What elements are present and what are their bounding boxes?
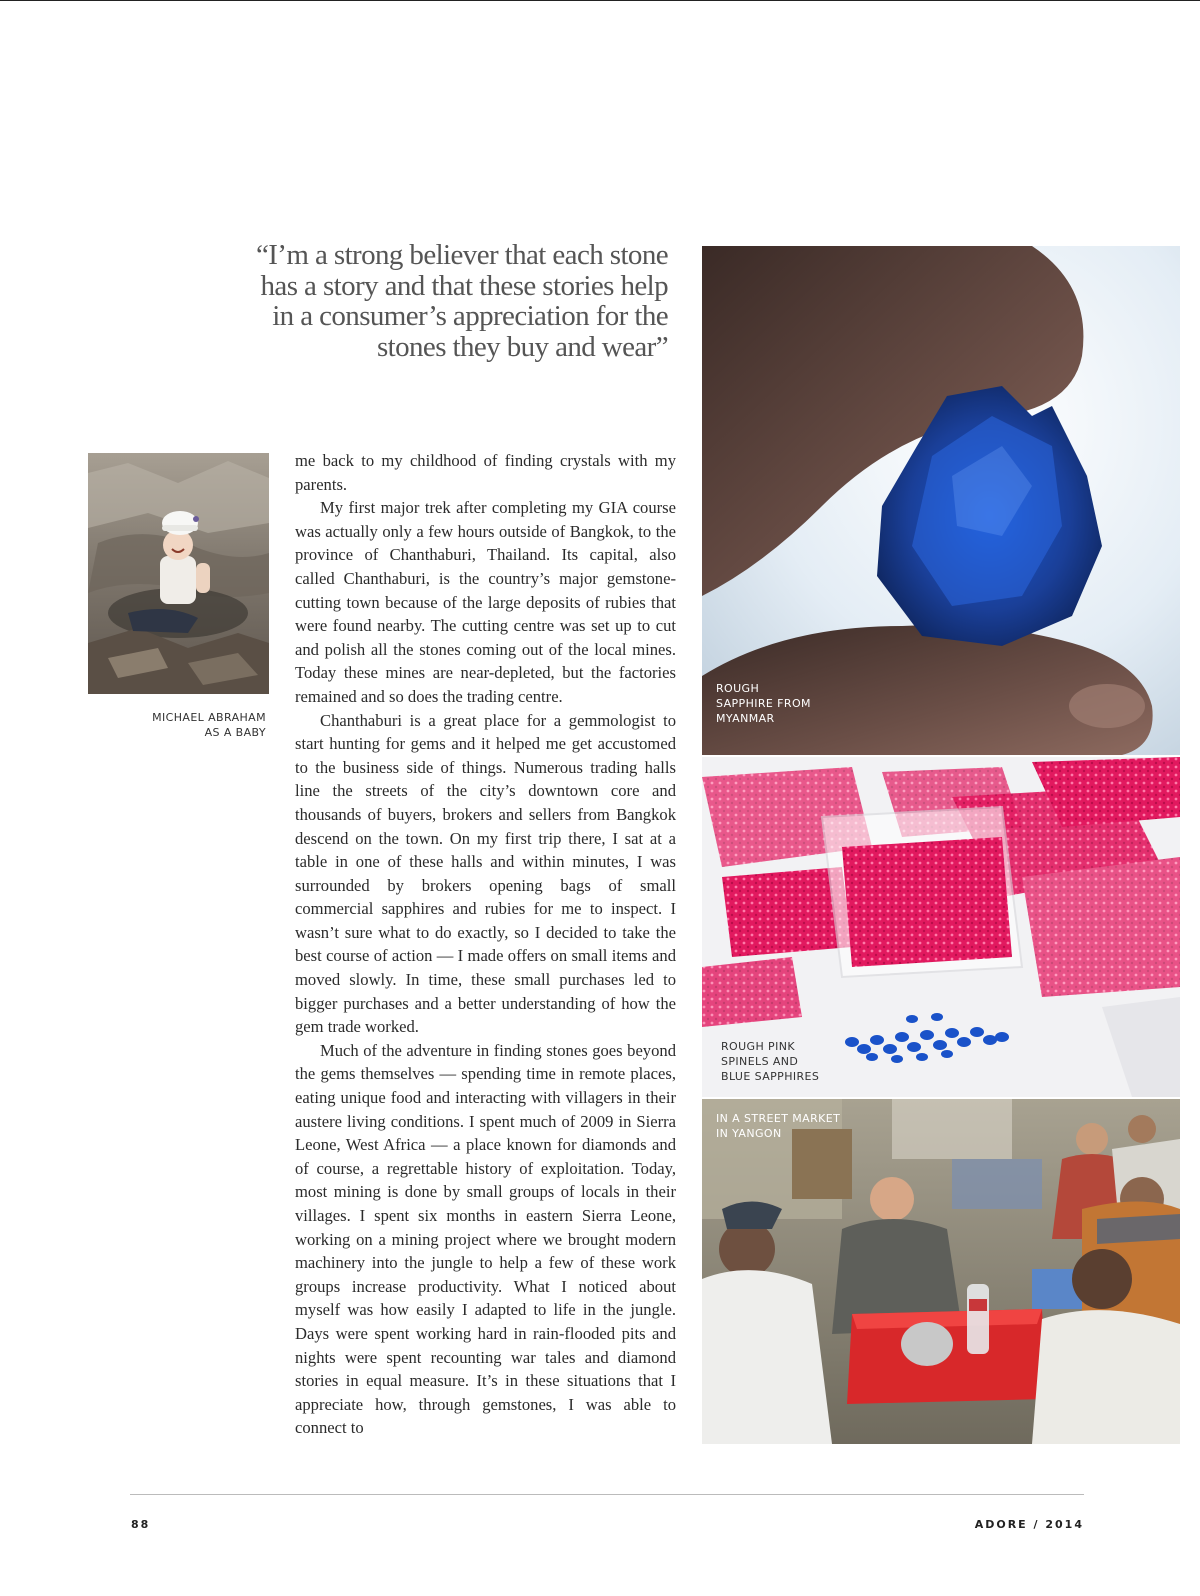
article-body	[295, 449, 676, 1440]
magazine-reference: ADORE / 2014	[974, 1518, 1084, 1531]
caption-spinels	[721, 1039, 819, 1084]
photo-street-market	[702, 1099, 1180, 1444]
paragraph: Chanthaburi is a great place for a gemmologist to start hunting for gems and it helped me get accustomed to the business side of things. Numerous trading halls line the streets of the city’s downtown core and thousands of buyers, brokers and sellers from Bangkok descend on the town. On my first trip there, I sat at a table in one of these halls and within minutes, I was surrounded by brokers opening bags of small commercial sapphires and rubies for me to inspect. I wasn’t sure what to do exactly, so I decided to take the best course of action — I made offers on small items and moved slowly. In time, these small purchases led to bigger purchases and a better understanding of how the gem trade worked.	[295, 710, 676, 1037]
caption-sapphire	[716, 681, 811, 726]
paragraph: Much of the adventure in finding stones goes beyond the gems themselves — spending time in remote places, eating unique food and interacting with villagers in their austere living conditions. I spent much of 2009 in Sierra Leone, West Africa — a place known for diamonds and of course, a regrettable history of exploitation. Today, most mining is done by small groups of locals in their villages. I spent six months in eastern Sierra Leone, working on a mining project where we brought modern machinery into the jungle to help a few of these work groups increase productivity. What I noticed about myself was how easily I adapted to life in the jungle. Days were spent working hard in rain-flooded pits and nights were spent recounting war tales and diamond stories in equal measure. It’s in these situations that I appreciate how, through gemstones, I was able to connect to	[295, 1040, 676, 1438]
pull-quote-line: has a story and that these stories help	[260, 269, 668, 302]
caption-line: MYANMAR	[716, 712, 775, 725]
caption-baby	[100, 710, 266, 740]
caption-line: IN YANGON	[716, 1127, 782, 1140]
pull-quote	[150, 240, 668, 362]
caption-line: SAPPHIRE FROM	[716, 697, 811, 710]
pull-quote-line: in a consumer’s appreciation for the	[272, 300, 668, 332]
footer-rule	[130, 1494, 1084, 1495]
paragraph: My first major trek after completing my GIA course was actually only a few hours outside of Bangkok, to the province of Chanthaburi, Thailand. Its capital, also called Chanthaburi, is the country’s major gemstone-cutting town because of the large deposits of rubies that were found nearby. The cutting centre was set up to cut and polish all the stones coming out of the local mines. Today these mines are near-depleted, but the factories remained and so does the trading centre.	[295, 498, 676, 706]
caption-line: MICHAEL ABRAHAM	[152, 711, 266, 724]
caption-line: IN A STREET MARKET	[716, 1112, 841, 1125]
baby-photo	[88, 453, 269, 694]
top-rule	[0, 0, 1200, 1]
page-number: 88	[131, 1518, 151, 1531]
caption-line: ROUGH PINK	[721, 1040, 795, 1053]
caption-line: AS A BABY	[204, 726, 266, 739]
caption-line: SPINELS AND	[721, 1055, 799, 1068]
caption-market	[716, 1111, 840, 1141]
pull-quote-line: stones they buy and wear”	[376, 330, 668, 363]
pull-quote-line: “I’m a strong believer that each stone	[255, 239, 668, 271]
caption-line: BLUE SAPPHIRES	[721, 1070, 820, 1083]
caption-line: ROUGH	[716, 682, 760, 695]
photo-rough-sapphire	[702, 246, 1180, 755]
paragraph: me back to my childhood of finding crystals with my parents.	[295, 451, 676, 494]
